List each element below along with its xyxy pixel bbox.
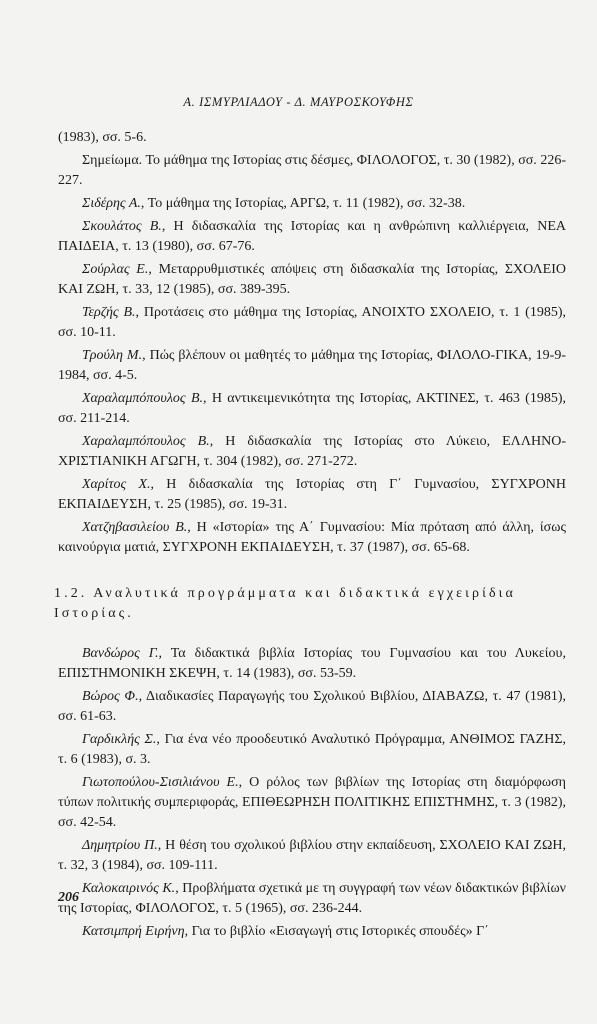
entry-text: , Για ένα νέο προοδευτικό Αναλυτικό Πρόγραμμα, ΑΝΘΙΜΟΣ ΓΑΖΗΣ, τ. 6 (1983), σ. 3.: [58, 732, 566, 767]
bibliography-entry: [58, 217, 566, 257]
bibliography-entry: [58, 773, 566, 833]
bibliography-entry: [58, 475, 566, 515]
entry-author: Σιδέρης Α.: [82, 196, 141, 211]
entry-author: Γαρδικλής Σ.: [82, 732, 157, 747]
entry-text: , Η «Ιστορία» της Α΄ Γυμνασίου: Μία πρόταση από άλλη, ίσως καινούργια ματιά, ΣΥΓΧΡΟΝΗ ΕΚΠΑΙΔΕΥΣΗ, τ. 37 (1987), σσ. 65-68.: [58, 520, 566, 555]
entry-text: , Η διδασκαλία της Ιστορίας στο Λύκειο, ΕΛΛΗΝΟ-ΧΡΙΣΤΙΑΝΙΚΗ ΑΓΩΓΗ, τ. 304 (1982), σσ. 271-272.: [58, 434, 566, 469]
entry-author: Δημητρίου Π.: [82, 838, 158, 853]
bibliography-list: [58, 128, 566, 558]
running-head: Α. ΙΣΜΥΡΛΙΑΔΟΥ - Δ. ΜΑΥΡΟΣΚΟΥΦΗΣ: [183, 95, 414, 109]
bibliography-entry: [58, 346, 566, 386]
entry-text: , Η διδασκαλία της Ιστορίας και η ανθρώπινη καλλιέργεια, ΝΕΑ ΠΑΙΔΕΙΑ, τ. 13 (1980), σσ. 67-76.: [58, 219, 566, 254]
bibliography-entry: [58, 303, 566, 343]
entry-text: , Διαδικασίες Παραγωγής του Σχολικού Βιβλίου, ΔΙΑΒΑΖΩ, τ. 47 (1981), σσ. 61-63.: [58, 689, 566, 724]
entry-author: Χαραλαμπόπουλος Β.: [82, 434, 210, 449]
entry-text: , Το μάθημα της Ιστορίας, ΑΡΓΩ, τ. 11 (1982), σσ. 32-38.: [140, 196, 466, 211]
bibliography-entry: [58, 389, 566, 429]
entry-author: Τερζής Β.: [82, 305, 136, 320]
entry-author: Καλοκαιρινός Κ.: [82, 881, 176, 896]
bibliography-entry: [58, 644, 566, 684]
entry-text: , Προβλήματα σχετικά με τη συγγραφή των νέων διδακτικών βιβλίων της Ιστορίας, ΦΙΛΟΛΟΓΟΣ, τ. 5 (1965), σσ. 236-244.: [58, 881, 566, 916]
entry-author: Χαρίτος Χ.: [82, 477, 151, 492]
entry-text: (1983), σσ. 5-6.: [58, 130, 147, 145]
bibliography-list: [58, 644, 566, 942]
entry-author: Γιωτοπούλου-Σισιλιάνου Ε.: [82, 775, 239, 790]
bibliography-entry: [58, 879, 566, 919]
bibliography-entry: [58, 836, 566, 876]
bibliography-entry: [58, 128, 566, 148]
entry-author: Χαραλαμπόπουλος Β.: [82, 391, 203, 406]
entry-text: , Ο ρόλος των βιβλίων της Ιστορίας στη διαμόρφωση τύπων πολιτικής συμπεριφοράς, ΕΠΙΘΕΩΡΗΣΗ ΠΟΛΙΤΙΚΗΣ ΕΠΙΣΤΗΜΗΣ, τ. 3 (1982), σσ. 42-54.: [58, 775, 566, 830]
bibliography-entry: [58, 518, 566, 558]
entry-text: Σημείωμα. Το μάθημα της Ιστορίας στις δέσμες, ΦΙΛΟΛΟΓΟΣ, τ. 30 (1982), σσ. 226-227.: [58, 153, 566, 188]
entry-author: Κατσιμπρή Ειρήνη: [82, 924, 185, 939]
entry-author: Σούρλας Ε.: [82, 262, 149, 277]
page-number: 206: [58, 890, 79, 905]
entry-text: , Πώς βλέπουν οι μαθητές το μάθημα της Ιστορίας, ΦΙΛΟΛΟ-ΓΙΚΑ, 19-9-1984, σσ. 4-5.: [58, 348, 566, 383]
bibliography-entry: [58, 730, 566, 770]
entry-text: , Η αντικειμενικότητα της Ιστορίας, ΑΚΤΙΝΕΣ, τ. 463 (1985), σσ. 211-214.: [58, 391, 566, 426]
bibliography-entry: [58, 260, 566, 300]
bibliography-entry: [58, 687, 566, 727]
bibliography-entry: [58, 922, 566, 942]
entry-author: Σκουλάτος Β.: [82, 219, 162, 234]
entry-text: , Μεταρρυθμιστικές απόψεις στη διδασκαλία της Ιστορίας, ΣΧΟΛΕΙΟ ΚΑΙ ΖΩΗ, τ. 33, 12 (1985), σσ. 389-395.: [58, 262, 566, 297]
entry-text: , Προτάσεις στο μάθημα της Ιστορίας, ΑΝΟΙΧΤΟ ΣΧΟΛΕΙΟ, τ. 1 (1985), σσ. 10-11.: [58, 305, 566, 340]
entry-author: Βανδώρος Γ.: [82, 646, 159, 661]
entry-author: Βώρος Φ.: [82, 689, 139, 704]
entry-text: , Η θέση του σχολικού βιβλίου στην εκπαίδευση, ΣΧΟΛΕΙΟ ΚΑΙ ΖΩΗ, τ. 32, 3 (1984), σσ. 109-111.: [58, 838, 567, 873]
entry-text: , Η διδασκαλία της Ιστορίας στη Γ΄ Γυμνασίου, ΣΥΓΧΡΟΝΗ ΕΚΠΑΙΔΕΥΣΗ, τ. 25 (1985), σσ. 19-31.: [58, 477, 566, 512]
entry-author: Τρούλη Μ.: [82, 348, 143, 363]
entry-text: , Τα διδακτικά βιβλία Ιστορίας του Γυμνασίου και του Λυκείου, ΕΠΙΣΤΗΜΟΝΙΚΗ ΣΚΕΨΗ, τ. 14 (1983), σσ. 53-59.: [58, 646, 566, 681]
page-body: [54, 128, 567, 945]
entry-author: Χατζηβασιλείου Β.: [82, 520, 188, 535]
bibliography-entry: [58, 151, 566, 191]
bibliography-entry: [58, 194, 566, 214]
section-heading: 1.2. Αναλυτικά προγράμματα και διδακτικά εγχειρίδια Ιστορίας.: [54, 586, 516, 621]
bibliography-entry: [58, 432, 566, 472]
entry-text: , Για το βιβλίο «Εισαγωγή στις Ιστορικές σπουδές» Γ΄: [184, 924, 489, 939]
